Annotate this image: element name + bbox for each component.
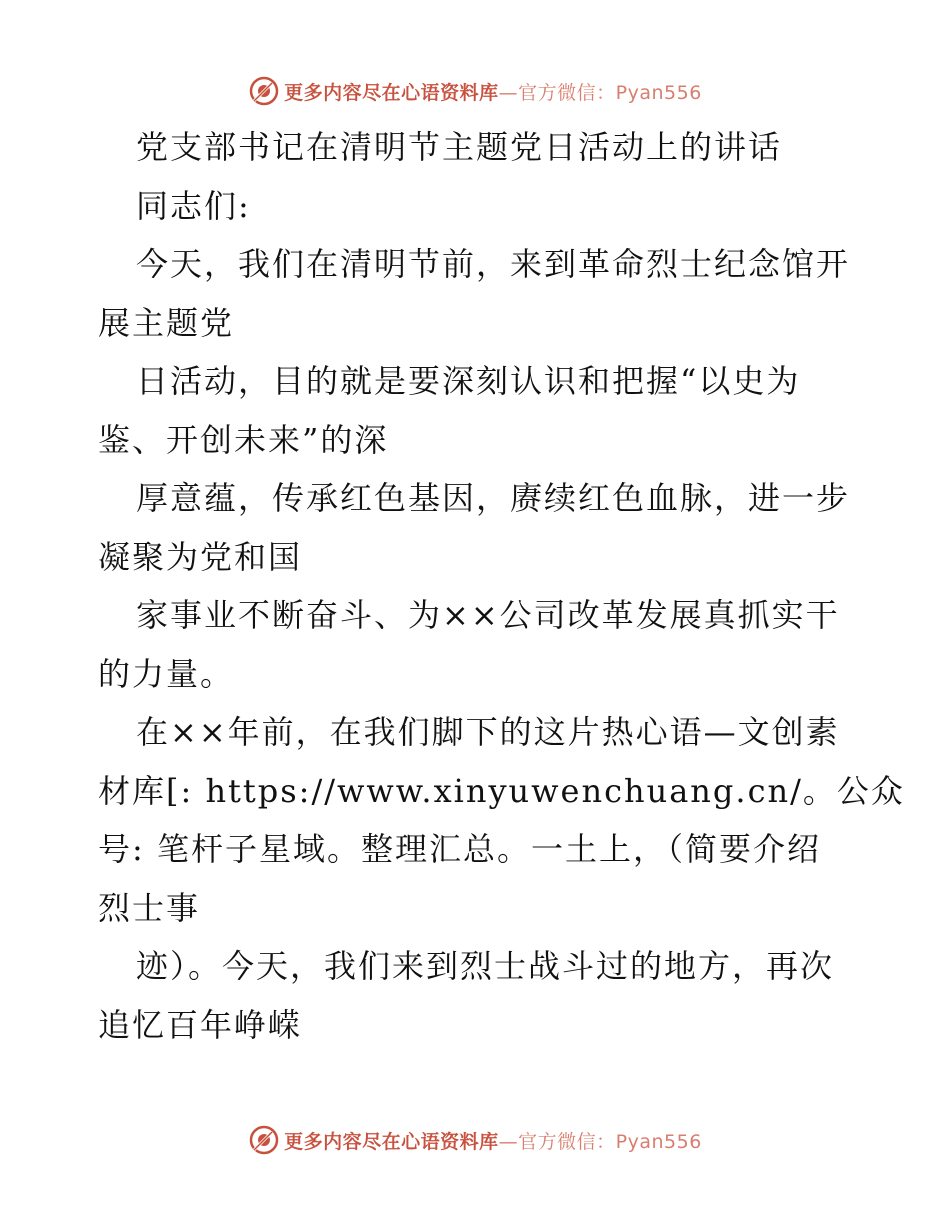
paragraph-line: 号: 笔杆子星域。整理汇总。一土上，（简要介绍 [98, 830, 821, 868]
paragraph-line: 厚意蕴，传承红色基因，赓续红色血脉，进一步 [136, 479, 851, 517]
paragraph-line: 凝聚为党和国 [98, 537, 303, 576]
paragraph-line: 烈士事 [98, 888, 201, 927]
paragraph-line: 展主题党 [98, 303, 235, 342]
footer-banner-text: 更多内容尽在心语资料库—官方微信：Pyan556 [284, 1130, 702, 1153]
paragraph-line: 迹）。今天，我们来到烈士战斗过的地方，再次 [136, 947, 835, 985]
document-body [98, 118, 905, 1054]
paragraph-line: 在××年前，在我们脚下的这片热心语—文创素 [136, 713, 840, 751]
paragraph-line: 日活动，目的就是要深刻认识和把握“以史为 [136, 362, 801, 400]
header-banner-text: 更多内容尽在心语资料库—官方微信：Pyan556 [284, 81, 702, 104]
paragraph-line: 家事业不断奋斗、为××公司改革发展真抓实干 [136, 596, 840, 634]
paragraph-line: 鉴、开创未来”的深 [98, 420, 389, 459]
paragraph-line: 今天，我们在清明节前，来到革命烈士纪念馆开 [136, 245, 851, 283]
paragraph-line: 的力量。 [98, 654, 235, 693]
header-watermark-banner [0, 71, 950, 111]
salutation: 同志们: [136, 186, 251, 225]
brand-logo-icon [248, 1124, 280, 1156]
paragraph-line: 追忆百年峥嵘 [98, 1005, 303, 1044]
brand-logo-icon [248, 75, 280, 107]
paragraph-line: 材库[: https://www.xinyuwenchuang.cn/。公众 [98, 771, 905, 810]
footer-watermark-banner [0, 1120, 950, 1160]
document-title: 党支部书记在清明节主题党日活动上的讲话 [136, 128, 783, 166]
